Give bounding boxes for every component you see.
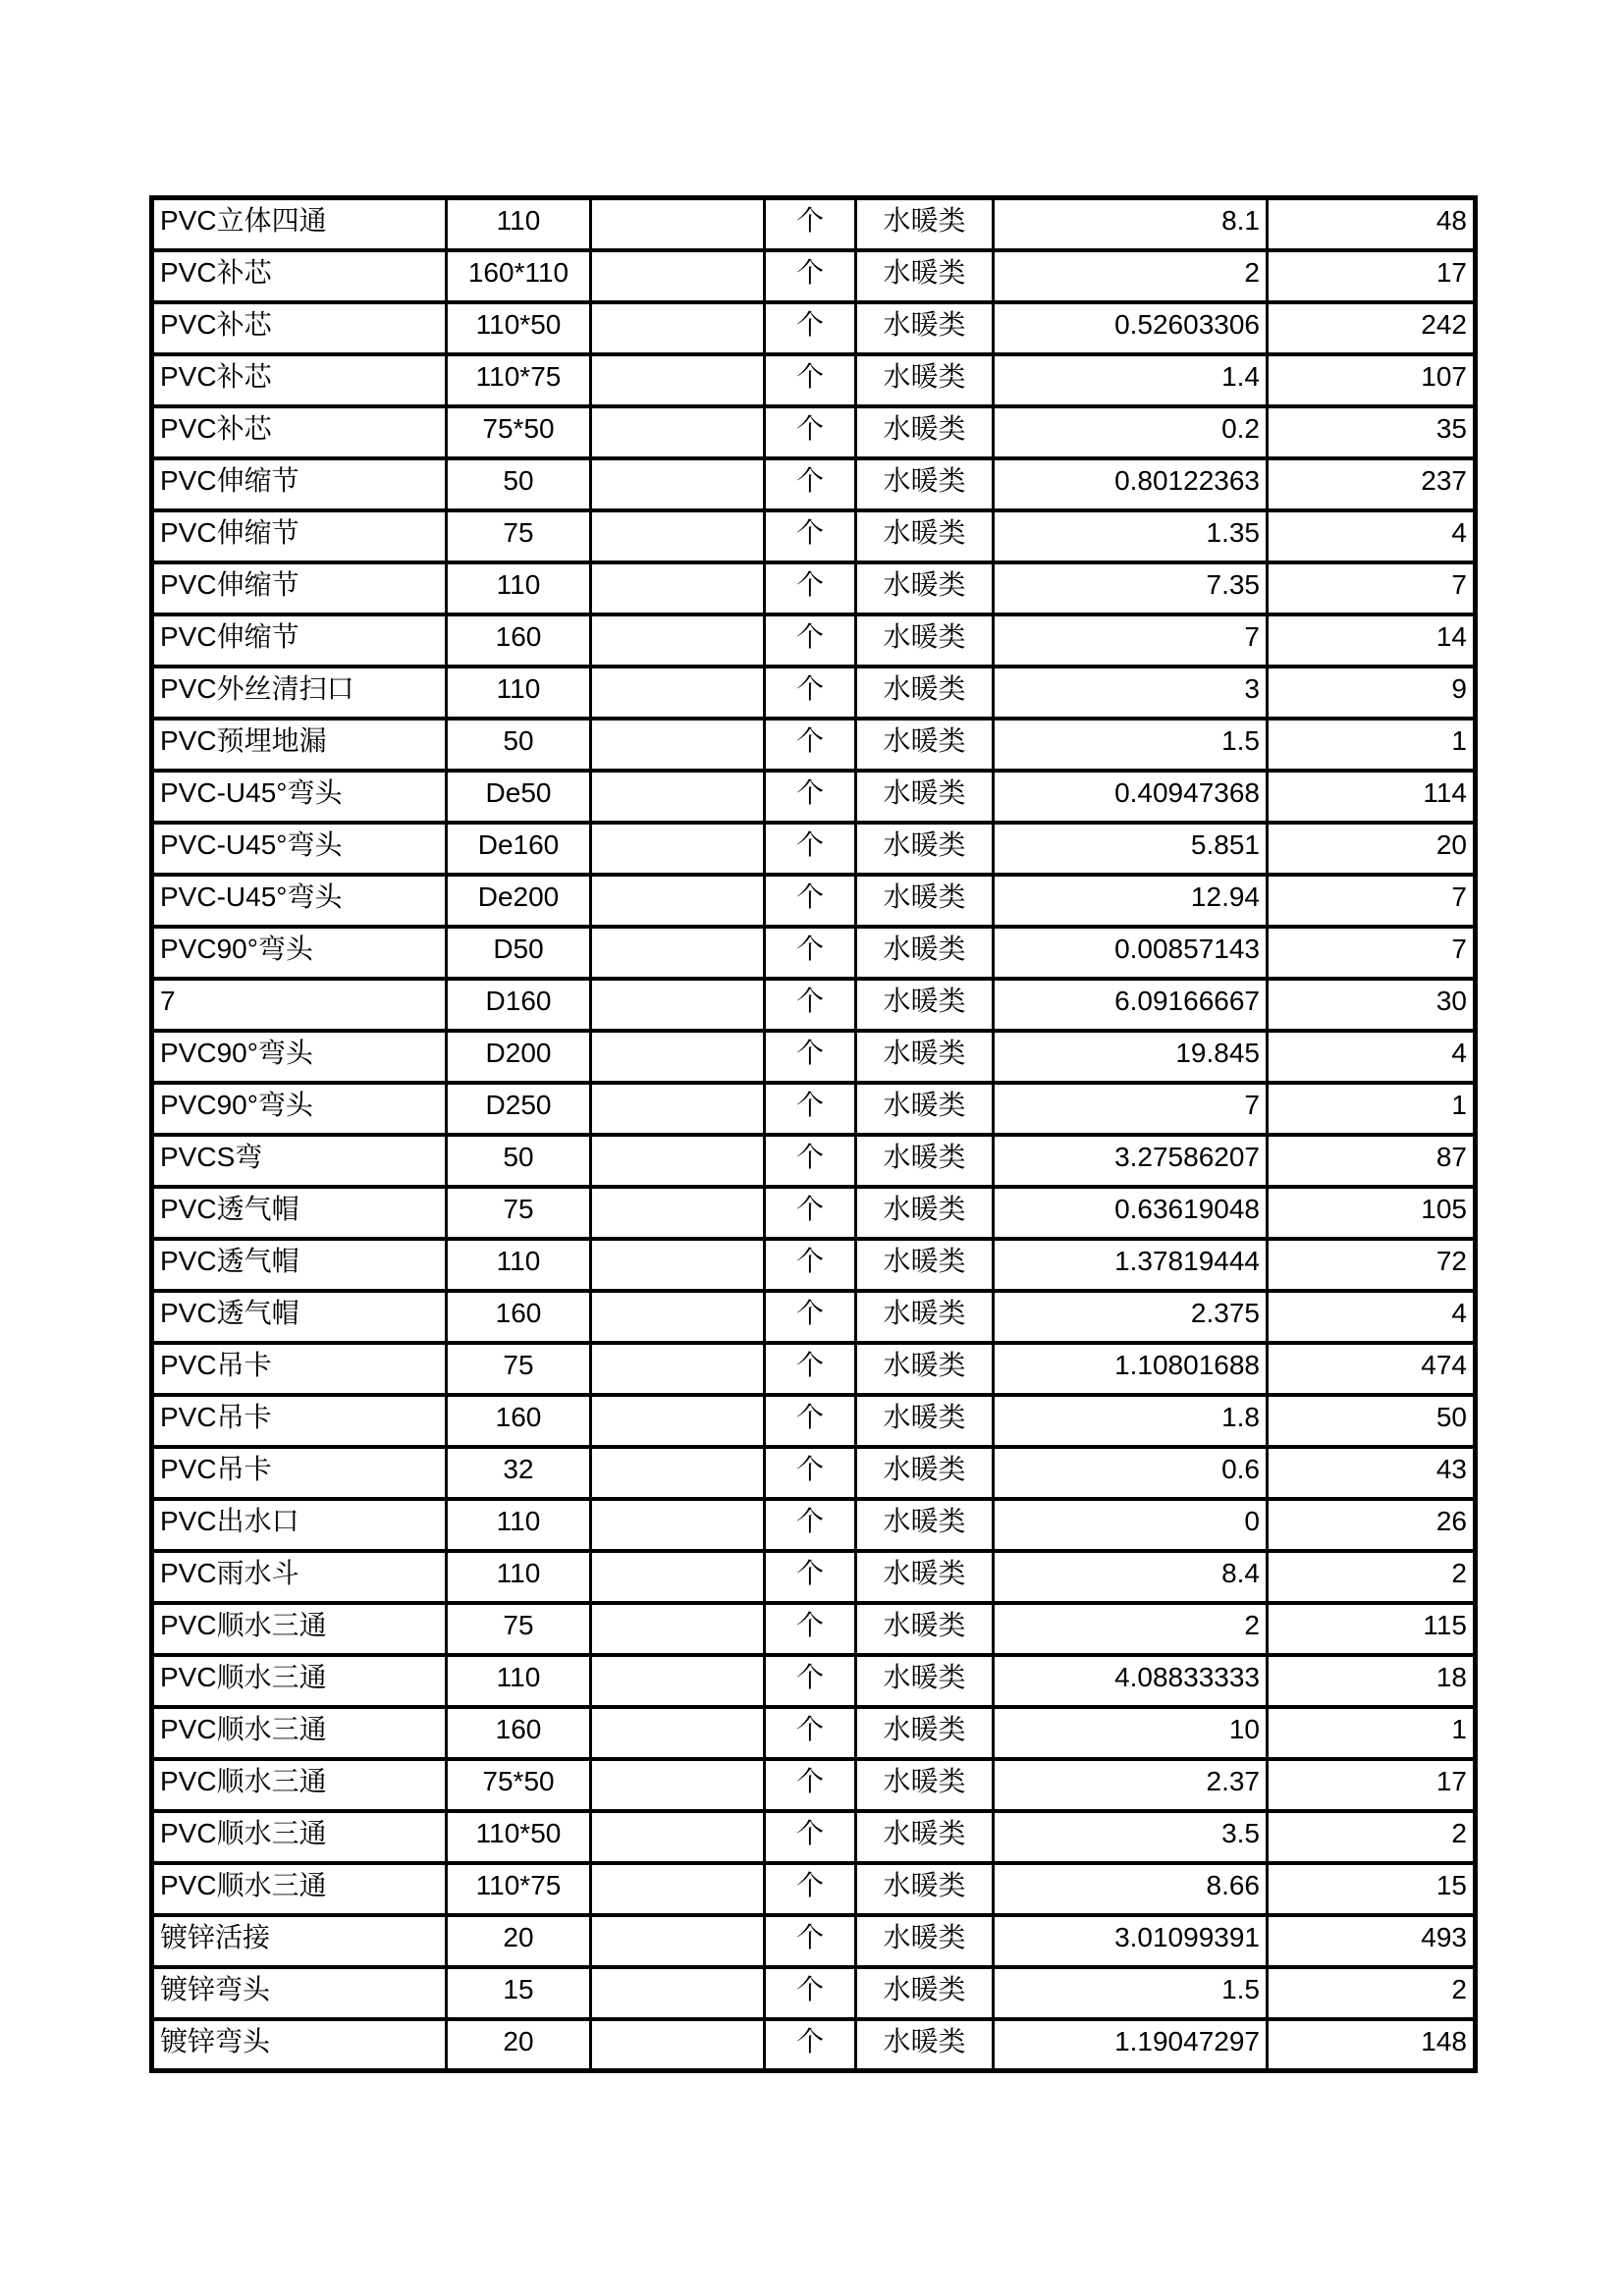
cell-category: 水暖类	[856, 1863, 994, 1915]
table-body	[152, 198, 1476, 2071]
cell-blank	[591, 875, 765, 927]
cell-name: PVC顺水三通	[152, 1759, 447, 1811]
table-row	[152, 1707, 1476, 1759]
cell-blank	[591, 562, 765, 614]
cell-blank	[591, 198, 765, 250]
cell-quantity: 148	[1268, 2019, 1476, 2071]
cell-category: 水暖类	[856, 1083, 994, 1135]
cell-category: 水暖类	[856, 198, 994, 250]
cell-quantity: 107	[1268, 354, 1476, 406]
cell-name: PVC顺水三通	[152, 1707, 447, 1759]
cell-name: PVC透气帽	[152, 1187, 447, 1239]
cell-unit: 个	[765, 1135, 856, 1187]
table-row	[152, 1915, 1476, 1967]
cell-unit: 个	[765, 1291, 856, 1343]
table-row	[152, 1343, 1476, 1395]
cell-category: 水暖类	[856, 1239, 994, 1291]
cell-price: 1.37819444	[994, 1239, 1268, 1291]
cell-name: PVC-U45°弯头	[152, 771, 447, 823]
cell-name: PVC90°弯头	[152, 1031, 447, 1083]
table-row	[152, 250, 1476, 302]
table-row	[152, 1499, 1476, 1551]
cell-blank	[591, 1135, 765, 1187]
cell-blank	[591, 823, 765, 875]
cell-spec: De50	[447, 771, 591, 823]
cell-price: 0.40947368	[994, 771, 1268, 823]
cell-blank	[591, 719, 765, 771]
cell-category: 水暖类	[856, 1759, 994, 1811]
cell-price: 0.6	[994, 1447, 1268, 1499]
table-row	[152, 1239, 1476, 1291]
cell-blank	[591, 1031, 765, 1083]
cell-category: 水暖类	[856, 1291, 994, 1343]
cell-category: 水暖类	[856, 1187, 994, 1239]
cell-blank	[591, 1551, 765, 1603]
cell-unit: 个	[765, 1447, 856, 1499]
cell-blank	[591, 2019, 765, 2071]
cell-unit: 个	[765, 2019, 856, 2071]
cell-spec: 160	[447, 1395, 591, 1447]
cell-price: 0.52603306	[994, 302, 1268, 354]
cell-blank	[591, 1343, 765, 1395]
cell-quantity: 87	[1268, 1135, 1476, 1187]
cell-name: PVC顺水三通	[152, 1603, 447, 1655]
cell-category: 水暖类	[856, 510, 994, 562]
cell-quantity: 4	[1268, 1291, 1476, 1343]
table-row	[152, 1551, 1476, 1603]
cell-category: 水暖类	[856, 1395, 994, 1447]
cell-spec: 50	[447, 458, 591, 510]
cell-price: 0.80122363	[994, 458, 1268, 510]
cell-price: 0.63619048	[994, 1187, 1268, 1239]
cell-name: PVC顺水三通	[152, 1863, 447, 1915]
cell-category: 水暖类	[856, 250, 994, 302]
cell-name: PVC补芯	[152, 302, 447, 354]
cell-spec: 110	[447, 1239, 591, 1291]
cell-blank	[591, 1447, 765, 1499]
cell-spec: 160*110	[447, 250, 591, 302]
cell-name: PVC顺水三通	[152, 1811, 447, 1863]
cell-unit: 个	[765, 1551, 856, 1603]
cell-price: 2	[994, 250, 1268, 302]
cell-blank	[591, 510, 765, 562]
cell-price: 7.35	[994, 562, 1268, 614]
cell-spec: 160	[447, 1291, 591, 1343]
cell-quantity: 20	[1268, 823, 1476, 875]
table-row	[152, 1031, 1476, 1083]
cell-name: PVC立体四通	[152, 198, 447, 250]
cell-spec: 110	[447, 198, 591, 250]
cell-category: 水暖类	[856, 1343, 994, 1395]
cell-quantity: 17	[1268, 250, 1476, 302]
cell-quantity: 26	[1268, 1499, 1476, 1551]
cell-name: PVC伸缩节	[152, 458, 447, 510]
cell-price: 3.5	[994, 1811, 1268, 1863]
cell-price: 6.09166667	[994, 979, 1268, 1031]
cell-category: 水暖类	[856, 458, 994, 510]
cell-quantity: 15	[1268, 1863, 1476, 1915]
cell-quantity: 48	[1268, 198, 1476, 250]
cell-spec: 50	[447, 719, 591, 771]
cell-price: 1.8	[994, 1395, 1268, 1447]
cell-spec: 75	[447, 1603, 591, 1655]
cell-price: 1.5	[994, 1967, 1268, 2019]
cell-unit: 个	[765, 927, 856, 979]
cell-blank	[591, 1967, 765, 2019]
cell-blank	[591, 927, 765, 979]
cell-unit: 个	[765, 1031, 856, 1083]
cell-blank	[591, 1707, 765, 1759]
cell-price: 10	[994, 1707, 1268, 1759]
cell-category: 水暖类	[856, 927, 994, 979]
cell-quantity: 4	[1268, 510, 1476, 562]
cell-category: 水暖类	[856, 1967, 994, 2019]
cell-quantity: 105	[1268, 1187, 1476, 1239]
cell-quantity: 1	[1268, 1083, 1476, 1135]
cell-name: PVC伸缩节	[152, 562, 447, 614]
table-row	[152, 2019, 1476, 2071]
table-row	[152, 458, 1476, 510]
cell-quantity: 7	[1268, 927, 1476, 979]
cell-blank	[591, 1499, 765, 1551]
cell-spec: 75	[447, 510, 591, 562]
table-row	[152, 198, 1476, 250]
cell-quantity: 493	[1268, 1915, 1476, 1967]
cell-quantity: 237	[1268, 458, 1476, 510]
cell-spec: 110	[447, 1655, 591, 1707]
table-row	[152, 1863, 1476, 1915]
cell-blank	[591, 614, 765, 667]
cell-unit: 个	[765, 1655, 856, 1707]
cell-spec: 110	[447, 562, 591, 614]
table-row	[152, 927, 1476, 979]
cell-category: 水暖类	[856, 1031, 994, 1083]
cell-name: PVC吊卡	[152, 1447, 447, 1499]
table-row	[152, 771, 1476, 823]
cell-name: PVC吊卡	[152, 1395, 447, 1447]
cell-category: 水暖类	[856, 667, 994, 719]
cell-unit: 个	[765, 302, 856, 354]
cell-unit: 个	[765, 1967, 856, 2019]
table-row	[152, 719, 1476, 771]
cell-price: 19.845	[994, 1031, 1268, 1083]
table-row	[152, 1967, 1476, 2019]
cell-spec: D160	[447, 979, 591, 1031]
cell-blank	[591, 354, 765, 406]
cell-spec: 160	[447, 614, 591, 667]
cell-blank	[591, 1759, 765, 1811]
cell-unit: 个	[765, 1759, 856, 1811]
cell-category: 水暖类	[856, 302, 994, 354]
cell-price: 0.00857143	[994, 927, 1268, 979]
cell-quantity: 7	[1268, 562, 1476, 614]
cell-price: 2.37	[994, 1759, 1268, 1811]
cell-category: 水暖类	[856, 1915, 994, 1967]
cell-unit: 个	[765, 1915, 856, 1967]
cell-spec: 20	[447, 2019, 591, 2071]
cell-price: 1.5	[994, 719, 1268, 771]
cell-category: 水暖类	[856, 719, 994, 771]
cell-blank	[591, 1811, 765, 1863]
cell-name: PVC雨水斗	[152, 1551, 447, 1603]
cell-quantity: 2	[1268, 1811, 1476, 1863]
cell-spec: D200	[447, 1031, 591, 1083]
cell-name: PVC90°弯头	[152, 1083, 447, 1135]
cell-price: 8.1	[994, 198, 1268, 250]
cell-category: 水暖类	[856, 1603, 994, 1655]
cell-spec: 75*50	[447, 1759, 591, 1811]
cell-spec: 15	[447, 1967, 591, 2019]
cell-category: 水暖类	[856, 1811, 994, 1863]
cell-category: 水暖类	[856, 1447, 994, 1499]
table-row	[152, 1187, 1476, 1239]
cell-category: 水暖类	[856, 875, 994, 927]
cell-price: 2	[994, 1603, 1268, 1655]
cell-category: 水暖类	[856, 562, 994, 614]
cell-blank	[591, 1083, 765, 1135]
inventory-table	[149, 195, 1478, 2073]
cell-name: PVC透气帽	[152, 1239, 447, 1291]
cell-name: PVC预埋地漏	[152, 719, 447, 771]
cell-spec: 110	[447, 1551, 591, 1603]
cell-name: PVC伸缩节	[152, 510, 447, 562]
cell-category: 水暖类	[856, 614, 994, 667]
table-row	[152, 1655, 1476, 1707]
table-row	[152, 823, 1476, 875]
cell-name: PVC90°弯头	[152, 927, 447, 979]
cell-unit: 个	[765, 1239, 856, 1291]
cell-category: 水暖类	[856, 823, 994, 875]
cell-spec: De200	[447, 875, 591, 927]
cell-unit: 个	[765, 1343, 856, 1395]
cell-unit: 个	[765, 354, 856, 406]
cell-quantity: 114	[1268, 771, 1476, 823]
cell-name: PVC补芯	[152, 406, 447, 458]
cell-unit: 个	[765, 614, 856, 667]
cell-spec: 50	[447, 1135, 591, 1187]
cell-category: 水暖类	[856, 1499, 994, 1551]
cell-name: PVC顺水三通	[152, 1655, 447, 1707]
cell-unit: 个	[765, 1395, 856, 1447]
cell-price: 8.4	[994, 1551, 1268, 1603]
cell-unit: 个	[765, 979, 856, 1031]
cell-price: 1.19047297	[994, 2019, 1268, 2071]
cell-name: 镀锌活接	[152, 1915, 447, 1967]
cell-spec: 32	[447, 1447, 591, 1499]
cell-category: 水暖类	[856, 354, 994, 406]
cell-spec: D250	[447, 1083, 591, 1135]
cell-price: 1.10801688	[994, 1343, 1268, 1395]
cell-price: 5.851	[994, 823, 1268, 875]
cell-price: 0.2	[994, 406, 1268, 458]
table-row	[152, 1083, 1476, 1135]
cell-quantity: 2	[1268, 1967, 1476, 2019]
cell-spec: D50	[447, 927, 591, 979]
cell-blank	[591, 458, 765, 510]
cell-quantity: 18	[1268, 1655, 1476, 1707]
cell-price: 7	[994, 1083, 1268, 1135]
table-row	[152, 1759, 1476, 1811]
cell-quantity: 1	[1268, 1707, 1476, 1759]
cell-price: 1.4	[994, 354, 1268, 406]
cell-unit: 个	[765, 458, 856, 510]
cell-blank	[591, 1863, 765, 1915]
cell-unit: 个	[765, 198, 856, 250]
cell-unit: 个	[765, 719, 856, 771]
cell-blank	[591, 1395, 765, 1447]
cell-name: 镀锌弯头	[152, 1967, 447, 2019]
cell-price: 2.375	[994, 1291, 1268, 1343]
cell-blank	[591, 1239, 765, 1291]
table-row	[152, 1447, 1476, 1499]
cell-spec: De160	[447, 823, 591, 875]
table-row	[152, 1395, 1476, 1447]
cell-price: 4.08833333	[994, 1655, 1268, 1707]
cell-spec: 110	[447, 1499, 591, 1551]
cell-blank	[591, 250, 765, 302]
cell-category: 水暖类	[856, 1135, 994, 1187]
cell-unit: 个	[765, 875, 856, 927]
cell-spec: 20	[447, 1915, 591, 1967]
cell-unit: 个	[765, 562, 856, 614]
cell-price: 3.27586207	[994, 1135, 1268, 1187]
cell-price: 3.01099391	[994, 1915, 1268, 1967]
cell-unit: 个	[765, 1083, 856, 1135]
cell-unit: 个	[765, 667, 856, 719]
cell-name: PVC补芯	[152, 354, 447, 406]
cell-price: 0	[994, 1499, 1268, 1551]
cell-category: 水暖类	[856, 1551, 994, 1603]
cell-name: PVC外丝清扫口	[152, 667, 447, 719]
cell-unit: 个	[765, 250, 856, 302]
cell-category: 水暖类	[856, 979, 994, 1031]
cell-spec: 75*50	[447, 406, 591, 458]
cell-name: PVCS弯	[152, 1135, 447, 1187]
cell-category: 水暖类	[856, 771, 994, 823]
table-row	[152, 302, 1476, 354]
cell-spec: 110*75	[447, 354, 591, 406]
cell-blank	[591, 1655, 765, 1707]
cell-quantity: 50	[1268, 1395, 1476, 1447]
cell-quantity: 17	[1268, 1759, 1476, 1811]
cell-blank	[591, 1915, 765, 1967]
table-row	[152, 875, 1476, 927]
cell-unit: 个	[765, 1187, 856, 1239]
cell-price: 12.94	[994, 875, 1268, 927]
cell-quantity: 35	[1268, 406, 1476, 458]
cell-quantity: 30	[1268, 979, 1476, 1031]
cell-unit: 个	[765, 823, 856, 875]
table-row	[152, 510, 1476, 562]
cell-unit: 个	[765, 1811, 856, 1863]
cell-quantity: 242	[1268, 302, 1476, 354]
cell-price: 8.66	[994, 1863, 1268, 1915]
cell-unit: 个	[765, 510, 856, 562]
table-row	[152, 1135, 1476, 1187]
cell-spec: 110*75	[447, 1863, 591, 1915]
table-row	[152, 1291, 1476, 1343]
cell-blank	[591, 1291, 765, 1343]
cell-quantity: 474	[1268, 1343, 1476, 1395]
table-row	[152, 1811, 1476, 1863]
cell-price: 7	[994, 614, 1268, 667]
cell-quantity: 115	[1268, 1603, 1476, 1655]
table-row	[152, 354, 1476, 406]
cell-blank	[591, 406, 765, 458]
table-row	[152, 614, 1476, 667]
cell-blank	[591, 1603, 765, 1655]
cell-quantity: 7	[1268, 875, 1476, 927]
cell-name: PVC出水口	[152, 1499, 447, 1551]
table-row	[152, 979, 1476, 1031]
cell-name: 镀锌弯头	[152, 2019, 447, 2071]
cell-price: 1.35	[994, 510, 1268, 562]
cell-category: 水暖类	[856, 406, 994, 458]
cell-category: 水暖类	[856, 1655, 994, 1707]
cell-quantity: 9	[1268, 667, 1476, 719]
cell-unit: 个	[765, 406, 856, 458]
cell-name: PVC吊卡	[152, 1343, 447, 1395]
cell-blank	[591, 667, 765, 719]
cell-quantity: 14	[1268, 614, 1476, 667]
table-row	[152, 562, 1476, 614]
cell-price: 3	[994, 667, 1268, 719]
table-row	[152, 667, 1476, 719]
cell-unit: 个	[765, 771, 856, 823]
cell-blank	[591, 1187, 765, 1239]
cell-quantity: 1	[1268, 719, 1476, 771]
cell-name: 7	[152, 979, 447, 1031]
table-row	[152, 1603, 1476, 1655]
cell-blank	[591, 302, 765, 354]
cell-quantity: 43	[1268, 1447, 1476, 1499]
cell-spec: 160	[447, 1707, 591, 1759]
cell-unit: 个	[765, 1499, 856, 1551]
cell-quantity: 72	[1268, 1239, 1476, 1291]
cell-spec: 75	[447, 1343, 591, 1395]
cell-unit: 个	[765, 1707, 856, 1759]
cell-blank	[591, 771, 765, 823]
cell-spec: 110	[447, 667, 591, 719]
cell-unit: 个	[765, 1603, 856, 1655]
cell-unit: 个	[765, 1863, 856, 1915]
cell-quantity: 2	[1268, 1551, 1476, 1603]
table-row	[152, 406, 1476, 458]
cell-name: PVC补芯	[152, 250, 447, 302]
cell-name: PVC-U45°弯头	[152, 875, 447, 927]
cell-quantity: 4	[1268, 1031, 1476, 1083]
cell-spec: 75	[447, 1187, 591, 1239]
cell-name: PVC-U45°弯头	[152, 823, 447, 875]
cell-spec: 110*50	[447, 1811, 591, 1863]
cell-category: 水暖类	[856, 2019, 994, 2071]
cell-blank	[591, 979, 765, 1031]
cell-spec: 110*50	[447, 302, 591, 354]
cell-name: PVC透气帽	[152, 1291, 447, 1343]
cell-category: 水暖类	[856, 1707, 994, 1759]
cell-name: PVC伸缩节	[152, 614, 447, 667]
